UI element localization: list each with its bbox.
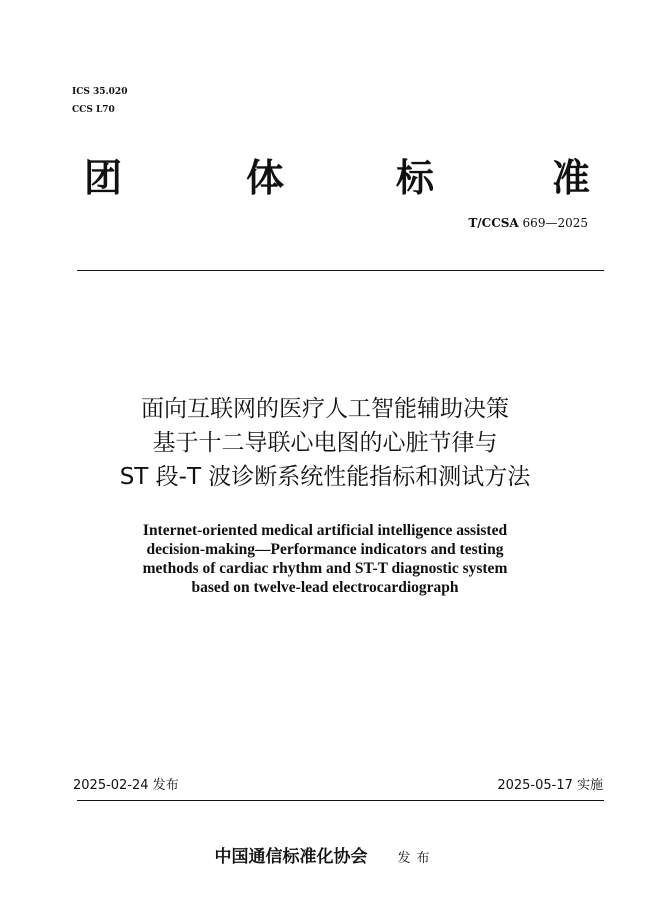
english-title-line: Internet-oriented medical artificial intelligence assisted <box>142 522 508 539</box>
ics-code: ICS 35.020 <box>72 87 128 97</box>
chinese-title-line: 面向互联网的医疗人工智能辅助决策 <box>141 396 509 422</box>
implementation-date: 2025-05-17 实施 <box>497 778 603 793</box>
standard-type-char: 标 <box>396 156 435 200</box>
publisher-name: 中国通信标准化协会 <box>214 847 368 867</box>
bottom-divider <box>77 800 604 801</box>
standard-type-char: 准 <box>552 156 591 200</box>
ccs-code: CCS L70 <box>72 105 115 115</box>
english-title-line: methods of cardiac rhythm and ST-T diagnostic system <box>142 560 508 577</box>
issue-date: 2025-02-24 发布 <box>73 778 179 793</box>
chinese-title-line: 基于十二导联心电图的心脏节律与 <box>152 430 498 456</box>
standard-type-char: 体 <box>246 156 285 200</box>
standard-number-value: 669—2025 <box>518 216 588 230</box>
chinese-title-line: ST 段-T 波诊断系统性能指标和测试方法 <box>119 464 531 490</box>
top-divider <box>77 270 604 271</box>
standard-number-prefix: T/CCSA <box>468 216 519 230</box>
english-title <box>0 521 650 597</box>
chinese-title <box>0 392 650 494</box>
english-title-line: decision-making—Performance indicators and testing <box>146 541 504 558</box>
english-title-line: based on twelve-lead electrocardiograph <box>191 579 459 596</box>
publisher-verb: 发布 <box>397 851 436 866</box>
publisher <box>0 842 650 867</box>
standard-type-char: 团 <box>84 156 123 200</box>
standard-number <box>468 215 588 231</box>
